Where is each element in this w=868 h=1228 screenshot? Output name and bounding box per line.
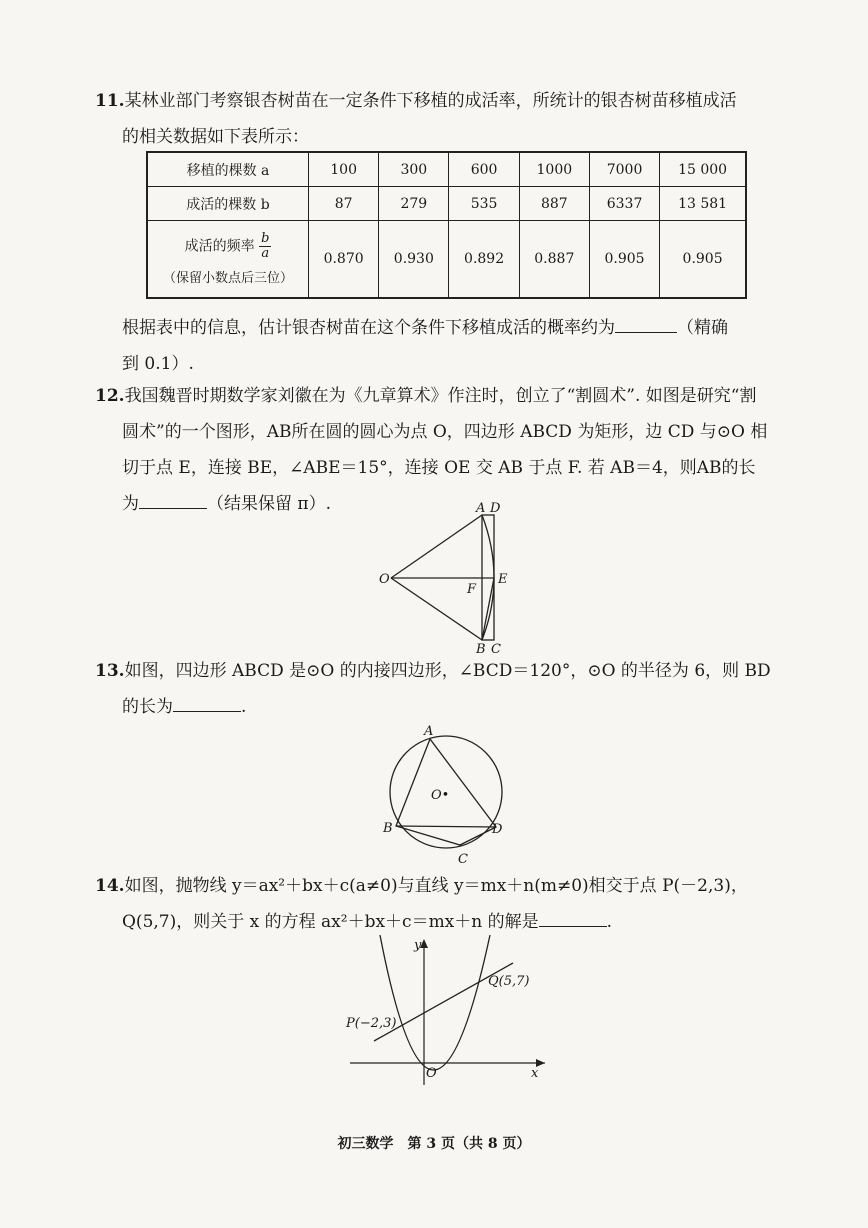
table-cell: 535: [449, 187, 519, 221]
question-text: .: [606, 912, 613, 932]
page-footer: 初三数学 第 3 页（共 8 页）: [337, 1136, 531, 1152]
question-text: Q(5,7)，则关于 x 的方程 ax²＋bx＋c＝mx＋n 的解是: [122, 912, 539, 932]
answer-blank[interactable]: [615, 314, 677, 333]
question-number: 13.: [95, 661, 125, 681]
survival-rate-table: [146, 151, 747, 299]
table-cell: 0.892: [449, 221, 519, 299]
table-cell: 887: [519, 187, 589, 221]
row-header: 移植的棵数 a: [147, 152, 309, 187]
table-cell: 0.930: [379, 221, 449, 299]
table-cell: 0.870: [309, 221, 379, 299]
table-cell: 300: [379, 152, 449, 187]
point-P-label: P(−2,3): [346, 1016, 397, 1031]
question-text: 如图，四边形 ABCD 是⊙O 的内接四边形，∠BCD＝120°，⊙O 的半径为 6，则 BD: [124, 661, 771, 681]
row-header-note: （保留小数点后三位）: [162, 271, 293, 286]
question-14: [95, 868, 785, 940]
table-row: [147, 187, 746, 221]
question-text: 的相关数据如下表所示：: [122, 127, 309, 147]
question-number: 12.: [95, 386, 125, 406]
question-text: 的长为: [122, 697, 173, 717]
table-cell: 15 000: [660, 152, 746, 187]
table-cell: 279: [379, 187, 449, 221]
table-cell: 0.905: [660, 221, 746, 299]
label-C: C: [458, 852, 468, 867]
question-text: 如图，抛物线 y＝ax²＋bx＋c(a≠0)与直线 y＝mx＋n(m≠0)相交于点 P(－2,3)，: [124, 876, 748, 896]
question-13: [95, 653, 785, 725]
question-text: 圆术”的一个图形，AB所在圆的圆心为点 O，四边形 ABCD 为矩形，边 CD 与⊙O 相: [122, 422, 768, 442]
label-E: E: [498, 572, 508, 587]
label-C: C: [491, 642, 501, 655]
question-text: 我国魏晋时期数学家刘徽在为《九章算术》作注时，创立了“割圆术”. 如图是研究“割: [124, 386, 757, 406]
label-A: A: [424, 724, 434, 739]
answer-blank[interactable]: [139, 490, 207, 509]
q12-figure: [370, 500, 520, 655]
fraction: $\frac{b}{a}$: [261, 231, 270, 261]
table-cell: 600: [449, 152, 519, 187]
table-cell: 87: [309, 187, 379, 221]
label-D: D: [490, 501, 501, 516]
answer-blank[interactable]: [173, 693, 241, 712]
table-cell: 13 581: [660, 187, 746, 221]
table-cell: 7000: [589, 152, 659, 187]
table-row: [147, 152, 746, 187]
question-text: 到 0.1）.: [122, 354, 194, 374]
label-B: B: [383, 821, 393, 836]
axis-label-x: x: [531, 1066, 539, 1081]
question-text: .: [241, 697, 247, 717]
label-O: O: [379, 572, 390, 587]
question-text: 某林业部门考察银杏树苗在一定条件下移植的成活率，所统计的银杏树苗移植成活: [124, 91, 737, 111]
point-Q-label: Q(5,7): [488, 974, 530, 989]
table-cell: 1000: [519, 152, 589, 187]
row-header: [147, 221, 309, 299]
table-cell: 6337: [589, 187, 659, 221]
row-header: 成活的棵数 b: [147, 187, 309, 221]
label-F: F: [467, 582, 477, 597]
axis-label-y: y: [414, 938, 422, 953]
q13-figure: [380, 722, 520, 867]
row-header-label: 成活的频率: [184, 238, 255, 255]
answer-blank[interactable]: [539, 908, 607, 927]
table-row: [147, 221, 746, 299]
label-O: O•: [431, 788, 450, 803]
question-text: （精确: [677, 318, 728, 338]
label-D: D: [492, 822, 503, 837]
table-cell: 100: [309, 152, 379, 187]
question-text: 切于点 E，连接 BE，∠ABE＝15°，连接 OE 交 AB 于点 F. 若 AB＝4，则AB的长: [122, 458, 756, 478]
question-11-followup: [122, 310, 812, 382]
question-text: 为: [122, 494, 139, 514]
label-B: B: [476, 642, 486, 655]
origin-label: O: [426, 1066, 437, 1081]
question-11: [95, 83, 785, 155]
question-text: （结果保留 π）.: [207, 494, 331, 514]
q14-figure: [340, 935, 560, 1095]
question-text: 根据表中的信息，估计银杏树苗在这个条件下移植成活的概率约为: [122, 318, 615, 338]
question-number: 11.: [95, 91, 125, 111]
question-number: 14.: [95, 876, 125, 896]
table-cell: 0.905: [589, 221, 659, 299]
label-A: A: [476, 501, 486, 516]
table-cell: 0.887: [519, 221, 589, 299]
